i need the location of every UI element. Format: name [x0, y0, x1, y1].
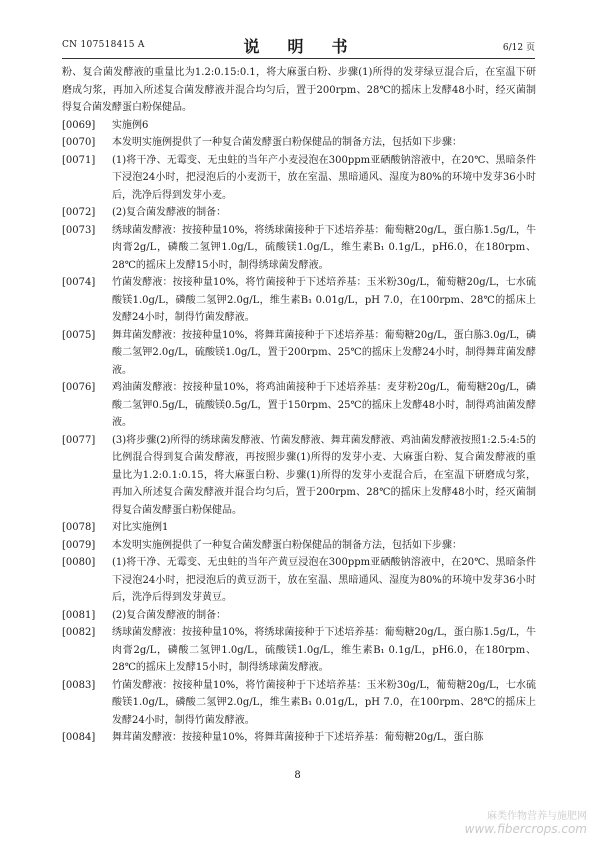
paragraph: [62, 204, 536, 222]
paragraph-number: [0080]: [62, 557, 96, 568]
paragraph-text: 鸡油菌发酵液：按接种量10%，将鸡油菌接种于下述培养基：麦芽粉20g/L，葡萄糖20g/L，磷酸二氢钾0.5g/L，硫酸镁0.5g/L，置于150rpm、25℃的摇床上发酵48小时，制得鸡油菌发酵液。: [112, 382, 536, 428]
paragraph: [62, 327, 536, 380]
watermark: [465, 807, 587, 836]
paragraph-number: [0072]: [62, 207, 96, 218]
paragraph-text: (1)将干净、无霉变、无虫蛀的当年产黄豆浸泡在300ppm亚硒酸钠溶液中，在20℃、黑暗条件下浸泡24小时，把浸泡后的黄豆沥干，放在室温、黑暗通风、湿度为80%的环境中发芽36小时后，洗净后得到发芽黄豆。: [112, 557, 536, 603]
paragraph: [62, 729, 536, 747]
intro-paragraph: 粉、复合菌发酵液的重量比为1.2:0.15:0.1，将大麻蛋白粉、步骤(1)所得的发芽绿豆混合后，在室温下研磨成匀浆，再加入所述复合菌发酵液并混合均匀后，置于200rpm、28℃的摇床上发酵48小时，经灭菌制得复合菌发酵蛋白粉保健品。: [62, 67, 536, 113]
paragraph-text: 舞茸菌发酵液：按接种量10%，将舞茸菌接种于下述培养基：葡萄糖20g/L，蛋白胨3.0g/L，磷酸二氢钾2.0g/L，硫酸镁1.0g/L，置于200rpm、25℃的摇床上发酵24小时，制得舞茸菌发酵液。: [112, 329, 536, 376]
watermark-site-name: 麻类作物营养与施肥网: [487, 811, 587, 822]
paragraph-number: [0084]: [62, 732, 96, 743]
paragraph: [62, 607, 536, 625]
paragraph-text: 本发明实施例提供了一种复合菌发酵蛋白粉保健品的制备方法，包括如下步骤：: [112, 137, 462, 148]
paragraph-number: [0078]: [62, 522, 96, 533]
paragraph-number: [0070]: [62, 137, 96, 148]
paragraph: [62, 222, 536, 275]
paragraph: [62, 554, 536, 607]
paragraph: [62, 432, 536, 520]
paragraph: [62, 624, 536, 677]
paragraph-number: [0073]: [62, 224, 96, 236]
paragraph: [62, 379, 536, 432]
paragraph: [62, 117, 536, 135]
paragraph-text: (3)将步骤(2)所得的绣球菌发酵液、竹菌发酵液、舞茸菌发酵液、鸡油菌发酵液按照1:2.5:4:5的比例混合得到复合菌发酵液，再按照步骤(1)所得的发芽小麦、大麻蛋白粉、复合菌发酵液的重量比为1.2:0.1:0.15，将大麻蛋白粉、步骤(1)所得的发芽小麦混合后，在室温下研磨成匀浆，再加入所述复合菌发酵液并混合均匀后，置于200rpm、28℃的摇床上发酵48小时，经灭菌制得复合菌发酵蛋白粉保健品。: [112, 434, 536, 516]
paragraph-text: (2)复合菌发酵液的制备：: [112, 207, 227, 218]
paragraph: [62, 134, 536, 152]
patent-number: CN 107518415 A: [62, 40, 145, 50]
page-header: [62, 34, 535, 58]
paragraph-text: 竹菌发酵液：按接种量10%，将竹菌接种于下述培养基：玉米粉30g/L，葡萄糖20g/L，七水硫酸镁1.0g/L，磷酸二氢钾2.0g/L，维生素B₁ 0.01g/L，pH 7.0，在100rpm、28℃的摇床上发酵24小时，制得竹菌发酵液。: [112, 277, 536, 323]
paragraph-text: 竹菌发酵液：按接种量10%，将竹菌接种于下述培养基：玉米粉30g/L，葡萄糖20g/L，七水硫酸镁1.0g/L，磷酸二氢钾2.0g/L，维生素B₁ 0.01g/L，pH 7.0，在100rpm、28℃的摇床上发酵24小时，制得竹菌发酵液。: [112, 679, 536, 726]
document-title: 说 明 书: [243, 37, 354, 56]
paragraph-number: [0071]: [62, 154, 96, 166]
paragraph-number: [0069]: [62, 119, 96, 131]
paragraph-number: [0077]: [62, 434, 96, 446]
paragraph-text: (2)复合菌发酵液的制备：: [112, 609, 227, 621]
paragraph: [62, 537, 536, 555]
header-rule: [62, 58, 535, 59]
paragraph-text: 本发明实施例提供了一种复合菌发酵蛋白粉保健品的制备方法，包括如下步骤：: [112, 539, 462, 551]
paragraph: [62, 677, 536, 730]
paragraph-number: [0083]: [62, 679, 96, 691]
paragraph: [62, 519, 536, 537]
paragraph-list: [62, 117, 536, 747]
page-number: 8: [294, 770, 301, 781]
paragraph-text: 对比实施例1: [112, 522, 169, 533]
watermark-url: www.fibercrops.com: [464, 822, 587, 836]
paragraph-number: [0079]: [62, 539, 96, 551]
paragraph-number: [0082]: [62, 627, 96, 638]
page-indicator: 6/12 页: [502, 43, 535, 53]
paragraph-number: [0076]: [62, 382, 96, 393]
paragraph-number: [0074]: [62, 277, 96, 288]
paragraph-text: 绣球菌发酵液：按接种量10%，将绣球菌接种于下述培养基：葡萄糖20g/L，蛋白胨1.5g/L，牛肉膏2g/L，磷酸二氢钾1.0g/L，硫酸镁1.0g/L，维生素B₁ 0.1g/L，pH6.0，在180rpm、28℃的摇床上发酵15小时，制得绣球菌发酵液。: [112, 627, 536, 673]
paragraph-number: [0075]: [62, 329, 96, 341]
paragraph-text: 舞茸菌发酵液：按接种量10%，将舞茸菌接种于下述培养基：葡萄糖20g/L，蛋白胨: [112, 732, 484, 743]
paragraph: [62, 274, 536, 327]
paragraph-text: (1)将干净、无霉变、无虫蛀的当年产小麦浸泡在300ppm亚硒酸钠溶液中，在20℃、黑暗条件下浸泡24小时，把浸泡后的小麦沥干，放在室温、黑暗通风、湿度为80%的环境中发芽36小时后，洗净后得到发芽小麦。: [112, 154, 536, 201]
paragraph: [62, 152, 536, 205]
paragraph-text: 实施例6: [112, 119, 149, 131]
paragraph-number: [0081]: [62, 609, 96, 621]
paragraph-text: 绣球菌发酵液：按接种量10%，将绣球菌接种于下述培养基：葡萄糖20g/L，蛋白胨1.5g/L，牛肉膏2g/L，磷酸二氢钾1.0g/L，硫酸镁1.0g/L，维生素B₁ 0.1g/L，pH6.0，在180rpm、28℃的摇床上发酵15小时，制得绣球菌发酵液。: [112, 224, 536, 271]
document-body: [62, 64, 536, 747]
